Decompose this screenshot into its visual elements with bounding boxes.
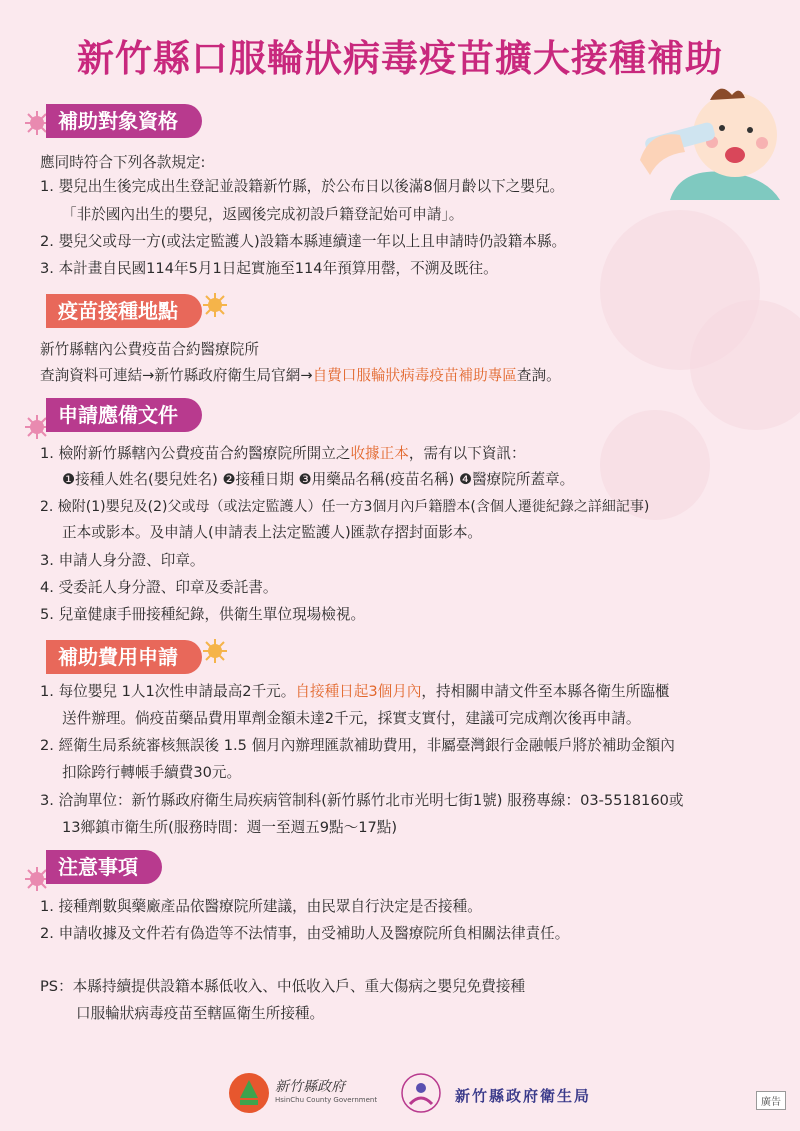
list-item: 5. 兒童健康手冊接種紀錄，供衛生單位現場檢視。 bbox=[40, 606, 366, 623]
list-item-detail: 正本或影本。及申請人(申請表上法定監護人)匯款存摺封面影本。 bbox=[62, 524, 483, 541]
list-item-detail: 13鄉鎮市衛生所(服務時間：週一至週五9點～17點) bbox=[62, 819, 398, 836]
ad-badge: 廣告 bbox=[756, 1091, 786, 1110]
list-item: 3. 本計畫自民國114年5月1日起實施至114年預算用罄，不溯及既往。 bbox=[40, 260, 498, 277]
text-segment: ，需有以下資訊： bbox=[408, 445, 526, 462]
text-segment: 查詢。 bbox=[516, 367, 561, 384]
link-subsidy-zone[interactable]: 自費口服輪狀病毒疫苗補助專區 bbox=[312, 367, 517, 384]
text-segment: 查詢資料可連結→新竹縣政府衛生局官網→ bbox=[40, 367, 313, 384]
gov-name: 新竹縣政府 bbox=[275, 1079, 345, 1095]
list-item bbox=[40, 682, 670, 702]
ps-note: 口服輪狀病毒疫苗至轄區衛生所接種。 bbox=[76, 1005, 325, 1022]
section-heading: 補助對象資格 bbox=[46, 104, 202, 138]
list-item-detail: ❶接種人姓名(嬰兒姓名) ❷接種日期 ❸用藥品名稱(疫苗名稱) ❹醫療院所蓋章。 bbox=[62, 471, 575, 488]
footer bbox=[0, 1070, 800, 1120]
page-title: 新竹縣口服輪狀病毒疫苗擴大接種補助 bbox=[77, 37, 723, 80]
list-item: 1. 接種劑數與藥廠產品依醫療院所建議，由民眾自行決定是否接種。 bbox=[40, 898, 482, 915]
health-bureau-logo-icon bbox=[400, 1072, 442, 1114]
list-item-note: 「非於國內出生的嬰兒，返國後完成初設戶籍登記始可申請」。 bbox=[62, 206, 464, 223]
list-item: 2. 嬰兒父或母一方(或法定監護人)設籍本縣連續達一年以上且申請時仍設籍本縣。 bbox=[40, 233, 567, 250]
bureau-name: 新竹縣政府衛生局 bbox=[455, 1087, 592, 1105]
list-item: 2. 檢附(1)嬰兒及(2)父或母（或法定監護人）任一方3個月內戶籍謄本(含個人遷徙紀錄之詳細記事) bbox=[40, 499, 650, 515]
section-heading: 申請應備文件 bbox=[46, 398, 202, 432]
section-heading: 注意事項 bbox=[46, 850, 162, 884]
list-item-detail: 扣除跨行轉帳手續費30元。 bbox=[62, 764, 242, 781]
list-item bbox=[40, 444, 526, 464]
baby-illustration-icon bbox=[640, 80, 790, 200]
text-line: 應同時符合下列各款規定: bbox=[40, 154, 206, 171]
text-line: 新竹縣轄內公費疫苗合約醫療院所 bbox=[40, 341, 259, 358]
list-item: 4. 受委託人身分證、印章及委託書。 bbox=[40, 579, 278, 596]
sun-burst-icon bbox=[202, 638, 228, 664]
list-item: 2. 經衛生局系統審核無誤後 1.5 個月內辦理匯款補助費用，非屬臺灣銀行金融帳戶將於補助金額內 bbox=[40, 737, 675, 754]
list-item: 3. 洽詢單位：新竹縣政府衛生局疾病管制科(新竹縣竹北市光明七街1號) 服務專線：03-5518160或 bbox=[40, 792, 684, 809]
section-heading: 補助費用申請 bbox=[46, 640, 202, 674]
gov-name-en: HsinChu County Government bbox=[275, 1096, 378, 1104]
text-line bbox=[40, 366, 561, 386]
highlight-text: 收據正本 bbox=[350, 445, 409, 462]
highlight-text: 自接種日起3個月內 bbox=[295, 683, 422, 700]
text-segment: 1. 每位嬰兒 1人1次性申請最高2千元。 bbox=[40, 683, 296, 700]
list-item-detail: 送件辦理。倘疫苗藥品費用單劑金額未達2千元，採實支實付，建議可完成劑次後再申請。 bbox=[62, 710, 641, 727]
hsinchu-gov-logo-icon bbox=[228, 1072, 270, 1114]
text-segment: 1. 檢附新竹縣轄內公費疫苗合約醫療院所開立之 bbox=[40, 445, 351, 462]
section-heading: 疫苗接種地點 bbox=[46, 294, 202, 328]
list-item: 3. 申請人身分證、印章。 bbox=[40, 552, 205, 569]
list-item: 2. 申請收據及文件若有偽造等不法情事，由受補助人及醫療院所負相關法律責任。 bbox=[40, 925, 570, 942]
list-item: 1. 嬰兒出生後完成出生登記並設籍新竹縣，於公布日以後滿8個月齡以下之嬰兒。 bbox=[40, 178, 565, 195]
text-segment: ，持相關申請文件至本縣各衛生所臨櫃 bbox=[421, 683, 670, 700]
sun-burst-icon bbox=[202, 292, 228, 318]
ps-note: PS：本縣持續提供設籍本縣低收入、中低收入戶、重大傷病之嬰兒免費接種 bbox=[40, 978, 526, 995]
